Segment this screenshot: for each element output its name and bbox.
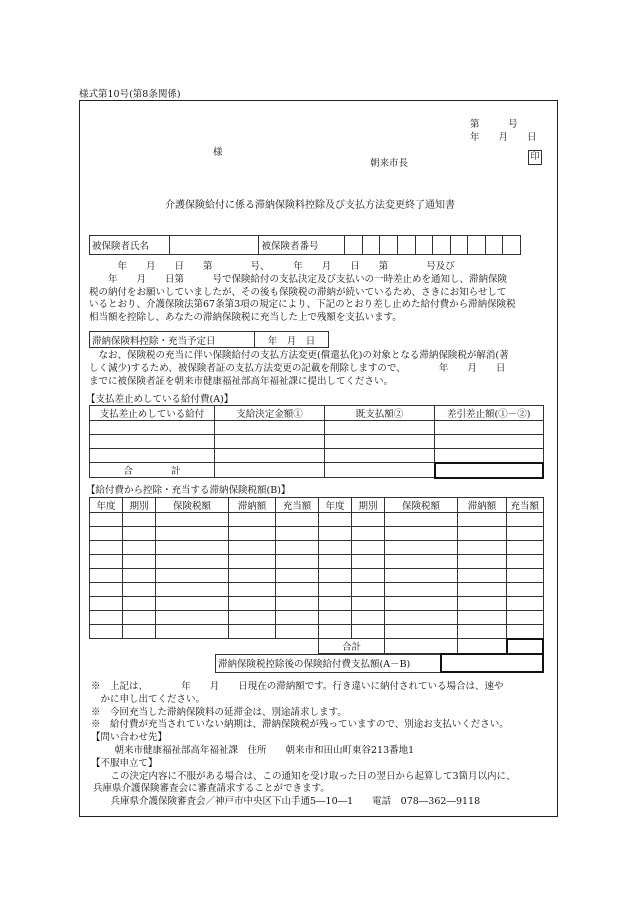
table-cell[interactable] [507,513,544,527]
table-row [90,583,544,597]
table-spacer [90,639,319,654]
table-cell[interactable] [229,597,276,611]
table-cell[interactable] [352,555,385,569]
body-line: いるとおり、介護保険法第67条第3項の規定により、下記のとおり差し止めた給付費から滞納保険税 [89,299,516,311]
insured-number-digit[interactable] [485,236,503,255]
table-b-header: 年度 [90,498,123,513]
table-a-header: 支給決定金額① [215,406,325,421]
table-b-header: 保険税額 [156,498,229,513]
table-cell[interactable] [352,513,385,527]
table-cell[interactable] [507,583,544,597]
table-b-total-value[interactable] [507,639,544,654]
table-b-header: 期別 [123,498,156,513]
contact-line: 朝来市健康福祉部高年福祉課 住所 朝来市和田山町東谷213番地1 [105,744,415,756]
table-cell[interactable] [123,513,156,527]
table-cell[interactable] [385,569,458,583]
table-row [90,527,544,541]
table-cell[interactable] [507,527,544,541]
table-cell[interactable] [385,611,458,625]
table-cell[interactable] [319,569,352,583]
table-cell[interactable] [352,527,385,541]
body-line: 年 月 日 第 号、 年 月 日 第 号及び [89,261,455,272]
addressee-suffix: 様 [213,147,223,158]
table-cell[interactable] [276,541,319,555]
notes-section [91,681,516,809]
note-line: ※ 上記は、 年 月 日現在の滞納額です。行き違いに納付されている場合は、速や [91,681,504,692]
insured-name-value[interactable] [169,236,259,255]
table-a-total-label: 合 計 [90,463,215,478]
table-cell[interactable] [156,555,229,569]
table-cell[interactable] [458,555,507,569]
table-cell[interactable] [156,597,229,611]
insured-number-digit[interactable] [503,236,521,255]
table-cell[interactable] [507,597,544,611]
appeal-line: 兵庫県介護保険審査会／神戸市中央区下山手通5―10―1 電話 078―362―9118 [101,796,481,808]
table-cell[interactable] [385,541,458,555]
table-cell[interactable] [352,541,385,555]
table-cell[interactable] [458,583,507,597]
table-row [90,569,544,583]
table-cell[interactable] [276,583,319,597]
table-cell[interactable] [156,569,229,583]
table-cell[interactable] [90,583,123,597]
table-row [90,611,544,625]
body-line: 税の納付をお願いしていましたが、その後も保険税の滞納が続いているため、さきにお知らせして [89,286,507,298]
table-cell[interactable] [319,555,352,569]
table-cell[interactable] [229,555,276,569]
insured-number-digit[interactable] [450,236,468,255]
table-cell[interactable] [325,449,435,463]
table-cell[interactable] [276,597,319,611]
insured-number-digit[interactable] [415,236,433,255]
insured-table [89,235,521,255]
table-cell[interactable] [123,597,156,611]
table-row [90,435,544,449]
table-cell[interactable] [507,541,544,555]
insured-number-digit[interactable] [380,236,398,255]
note-line: ※ 給付費が充当されていない納期は、滞納保険税が残っていますので、別途お支払いください。 [91,719,509,731]
table-cell[interactable] [385,583,458,597]
table-cell[interactable] [123,541,156,555]
table-row [90,513,544,527]
table-total-row [90,639,544,654]
table-cell[interactable] [319,583,352,597]
table-cell[interactable] [276,513,319,527]
contact-title: 【問い合わせ先】 [91,732,168,744]
table-cell[interactable] [458,513,507,527]
table-cell[interactable] [156,513,229,527]
table-cell[interactable] [156,527,229,541]
table-row [90,597,544,611]
body-paragraph [89,261,516,325]
table-cell[interactable] [319,611,352,625]
table-cell[interactable] [458,569,507,583]
table-cell[interactable] [123,625,156,639]
table-cell[interactable] [385,597,458,611]
insured-number-digit[interactable] [362,236,380,255]
table-cell[interactable] [507,569,544,583]
table-cell[interactable] [507,611,544,625]
table-cell[interactable] [123,555,156,569]
table-a-header: 差引差止額(①－②) [435,406,544,421]
table-cell[interactable] [215,449,325,463]
table-cell[interactable] [352,625,385,639]
table-b [89,497,544,655]
table-row [90,555,544,569]
payment-table [215,653,544,673]
table-cell[interactable] [325,435,435,449]
table-cell[interactable] [123,527,156,541]
table-b-header: 年度 [319,498,352,513]
table-cell[interactable] [123,611,156,625]
deduction-date-table [89,331,329,348]
table-cell[interactable] [319,513,352,527]
table-cell[interactable] [276,611,319,625]
table-cell[interactable] [276,625,319,639]
issuer: 朝来市長 [370,158,409,169]
table-cell[interactable] [229,611,276,625]
table-cell[interactable] [352,611,385,625]
notice-line: までに被保険者証を朝来市健康福祉部高年福祉課に提出してください。 [89,375,394,387]
table-cell[interactable] [215,421,325,435]
table-cell[interactable] [90,611,123,625]
table-b-title: 【給付費から控除・充当する滞納保険税額(B)】 [86,485,291,496]
table-cell[interactable] [458,611,507,625]
table-cell[interactable] [385,639,458,654]
table-cell[interactable] [90,421,215,435]
table-cell[interactable] [385,625,458,639]
table-cell[interactable] [156,541,229,555]
table-cell[interactable] [458,639,507,654]
table-cell[interactable] [276,569,319,583]
table-cell[interactable] [507,555,544,569]
table-b-total-label: 合計 [319,639,385,654]
table-cell[interactable] [435,435,544,449]
table-a-header: 支払差止めしている給付 [90,406,215,421]
table-cell[interactable] [123,569,156,583]
table-cell[interactable] [276,555,319,569]
body-line: 相当額を控除し、あなたの滞納保険税に充当した上で残額を支払います。 [89,312,402,324]
appeal-title: 【不服申立て】 [91,757,158,769]
insured-number-digit[interactable] [468,236,486,255]
table-cell[interactable] [229,513,276,527]
table-cell[interactable] [385,555,458,569]
deduction-date-value[interactable]: 年 月 日 [255,332,329,348]
payment-label: 滞納保険税控除後の保険給付費支払額(A－B) [216,654,442,672]
table-cell[interactable] [276,527,319,541]
table-b-header: 保険税額 [385,498,458,513]
table-cell[interactable] [90,449,215,463]
table-cell[interactable] [385,527,458,541]
table-cell[interactable] [90,435,215,449]
table-row [90,421,544,435]
appeal-line: 兵庫県介護保険審査会に審査請求することができます。 [93,783,330,795]
table-a-total-value[interactable] [435,463,544,478]
table-cell[interactable] [458,597,507,611]
table-b-header: 滞納額 [458,498,507,513]
table-cell[interactable] [156,583,229,597]
payment-value[interactable] [441,654,543,672]
table-cell[interactable] [385,513,458,527]
table-cell[interactable] [90,625,123,639]
number-label: 第 号 [470,119,518,130]
table-cell[interactable] [325,421,435,435]
table-cell[interactable] [229,583,276,597]
table-cell[interactable] [229,569,276,583]
table-cell[interactable] [229,541,276,555]
note-line: かに申し出てください。 [91,693,206,705]
table-a-title: 【支払差止めしている給付費(A)】 [86,394,234,405]
body-line: 年 月 日第 号で保険給付の支払決定及び支払いの一時差止めを通知し、滞納保険 [89,273,508,285]
table-cell[interactable] [229,527,276,541]
page-title: 介護保険給付に係る滞納保険料控除及び支払方法変更終了通知書 [165,200,455,211]
table-cell[interactable] [319,597,352,611]
table-b-header: 充当額 [276,498,319,513]
table-cell[interactable] [325,463,435,478]
table-b-header: 充当額 [507,498,544,513]
table-cell[interactable] [229,625,276,639]
deduction-date-label: 滞納保険料控除・充当予定日 [90,332,255,348]
table-cell[interactable] [352,583,385,597]
table-cell[interactable] [90,513,123,527]
form-id: 様式第10号(第8条関係) [79,89,181,100]
table-cell[interactable] [319,625,352,639]
table-cell[interactable] [507,625,544,639]
table-cell[interactable] [435,449,544,463]
insured-name-label: 被保険者氏名 [90,236,170,255]
insured-number-digit[interactable] [397,236,415,255]
table-cell[interactable] [352,597,385,611]
table-row [90,541,544,555]
table-cell[interactable] [215,463,325,478]
table-a-header: 既支払額② [325,406,435,421]
notice-paragraph [89,350,509,388]
table-cell[interactable] [352,569,385,583]
table-cell[interactable] [458,541,507,555]
notice-line: しく減少)するため、被保険者証の支払方法変更の記載を削除しますので、 年 月 日 [89,362,506,374]
table-row [90,625,544,639]
table-cell[interactable] [156,611,229,625]
table-b-header: 滞納額 [229,498,276,513]
table-cell[interactable] [90,527,123,541]
notice-line: なお、保険税の充当に伴い保険給付の支払方法変更(償還払化)の対象となる滞納保険税が解消(著 [89,350,509,361]
table-cell[interactable] [90,555,123,569]
seal-mark: 印 [528,150,542,165]
table-cell[interactable] [156,625,229,639]
table-cell[interactable] [458,527,507,541]
table-total-row [90,463,544,478]
table-cell[interactable] [90,597,123,611]
table-b-header: 期別 [352,498,385,513]
table-cell[interactable] [319,541,352,555]
table-cell[interactable] [319,527,352,541]
table-cell[interactable] [435,421,544,435]
table-cell[interactable] [90,569,123,583]
insured-number-digit[interactable] [345,236,363,255]
issue-date: 年 月 日 [470,132,537,143]
table-cell[interactable] [215,435,325,449]
insured-number-label: 被保険者番号 [259,236,345,255]
note-line: ※ 今回充当した滞納保険料の延滞金は、別途請求します。 [91,706,347,718]
table-a [89,405,544,479]
appeal-line: この決定内容に不服がある場合は、この通知を受け取った日の翌日から起算して3箇月以内に、 [101,770,516,782]
table-cell[interactable] [123,583,156,597]
table-cell[interactable] [90,541,123,555]
insured-number-digit[interactable] [433,236,451,255]
table-row [90,449,544,463]
table-cell[interactable] [458,625,507,639]
